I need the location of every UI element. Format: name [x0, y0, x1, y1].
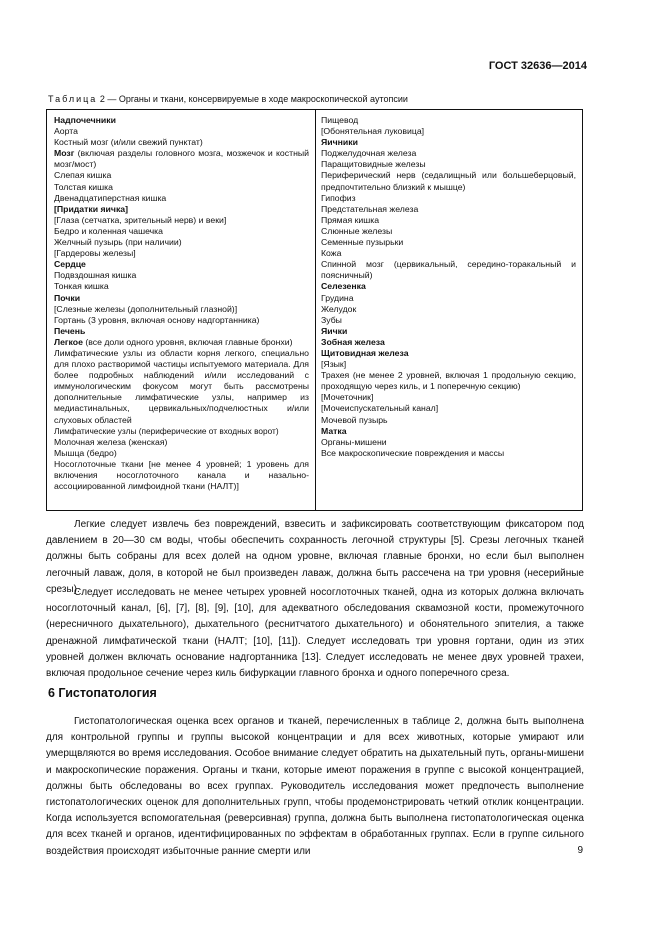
table-right-item: Кожа [321, 248, 342, 259]
table-left-item: Носоглоточные ткани [не менее 4 уровней; 1 уровень для включения носоглоточного канала и назально-ассоциированной лимфоидной ткани (НАЛТ)] [54, 458, 312, 492]
paragraph-histopathology: Гистопатологическая оценка всех органов и тканей, перечисленных в таблице 2, должна быть выполнена для контрольной группы и группы высокой концентрации и для всех животных, которые умирают или умерщвляются во время исследования. Особое внимание следует обратить на дыхательный путь, органы-мишени и макроскопические поражения. Органы и ткани, которые имеют поражения в группе с высокой концентрацией, должны быть обследованы во всех группах. Руководитель исследования может предпочесть выполнение гистопатологических оценок для дополнительных групп, чтобы продемонстрировать четкий отклик концентрации. Когда используется вспомогательная (реверсивная) группа, должна быть выполнена гистопатологическая оценка для всех тканей и органов, идентифицированных по эффектам в обработанных группах. Если в группе сильного воздействия происходят избыточные ранние смерти или [46, 716, 584, 857]
table-left-item: Молочная железа (женская) [54, 436, 168, 447]
table-right-item: Гипофиз [321, 192, 356, 203]
table-left-item: Мышца (бедро) [54, 447, 117, 458]
table-right-item: [Мочеиспускательный канал] [321, 403, 439, 414]
table-left-item: Слепая кишка [54, 170, 112, 181]
table-right-item: Мочевой пузырь [321, 414, 388, 425]
table-left-item: [Придатки яичка] [54, 203, 129, 214]
table-right-item: [Обонятельная луковица] [321, 126, 425, 137]
table-left-item: Бедро и коленная чашечка [54, 225, 163, 236]
section-title: 6 Гистопатология [48, 686, 157, 700]
table-left-item: Сердце [54, 259, 86, 270]
table-left-item: Надпочечники [54, 115, 116, 125]
table-left-item: Подвздошная кишка [54, 270, 137, 281]
table-right-item: Слюнные железы [321, 225, 393, 236]
paragraph-lungs: Легкие следует извлечь без повреждений, взвесить и зафиксировать соответствующим фиксатором под давлением в 20—30 см воды, чтобы обеспечить сохранность легочной структуры [5]. Срезы легочных тканей должны быть собраны для всех долей на одном уровне, включая главные бронхи, но если был выполнен легочный лаваж, доля, в которой не был произведен лаваж, должна быть рассечена на три уровня (несерийные срезы). [46, 519, 584, 595]
table-right-item: Щитовидная железа [321, 347, 409, 358]
table-right-item: Все макроскопические повреждения и массы [321, 447, 505, 458]
table-right-item: Прямая кишка [321, 214, 380, 225]
table-left-item: Желчный пузырь (при наличии) [54, 237, 182, 248]
table-right-item: Селезенка [321, 281, 366, 292]
table-left-item: Лимфатические узлы (периферические от входных ворот) [54, 425, 279, 436]
table-left-item: Двенадцатиперстная кишка [54, 192, 167, 203]
table-left-item: Почки [54, 292, 81, 303]
table-left-item: Лимфатические узлы из области корня легкого, специально для плохо растворимой частицы испытуемого материала. Для более подробных наблюдений и/или исследований с иммунологическим фокусом могут быть рассмотрены дополнительные лимфатические узлы, например из медиастинальных, цервикальных/подчелюстных и/или слуховых областей [54, 347, 312, 425]
document-standard-number: ГОСТ 32636—2014 [488, 60, 587, 72]
table-right-item: Зобная железа [321, 336, 385, 347]
organs-table [46, 109, 583, 511]
table-right-item: Периферический нерв (седалищный или большеберцовый, предпочтительно близкий к мышце) [321, 170, 579, 192]
table-left-item: [Глаза (сетчатка, зрительный нерв) и веки] [54, 214, 227, 225]
paragraph-nasopharynx: Следует исследовать не менее четырех уровней носоглоточных тканей, одна из которых должна включать носоглоточный канал, [6], [7], [8], [9], [10], для адекватного обследования сквамозной кости, промежуточного (нересничного дыхательного), дыхательного (реснитчатого дыхательного) и обонятельного эпителия, а также дренажной лимфатической ткани (НАЛТ; [10], [11]). Следует исследовать три уровня гортани, один из этих уровней должен включать основание надгортанника [13]. Следует исследовать не менее двух уровней трахеи, включая продольное сечение через киль бифуркации главного бронха и одного поперечного среза. [46, 587, 584, 680]
table-right-item: [Мочеточник] [321, 392, 374, 403]
table-right-item: Трахея (не менее 2 уровней, включая 1 продольную секцию, проходящую через киль, и 1 поперечную секцию) [321, 370, 579, 392]
table-left-item: Печень [54, 325, 86, 336]
table-left-item: Гортань (3 уровня, включая основу надгортанника) [54, 314, 260, 325]
table-right-item: Желудок [321, 303, 357, 314]
table-right-item: [Язык] [321, 359, 347, 370]
table-left-item: [Слезные железы (дополнительный глазной)] [54, 303, 238, 314]
table-left-item: [Гардеровы железы] [54, 248, 136, 259]
table-right-item: Семенные пузырьки [321, 237, 404, 248]
table-right-item: Зубы [321, 314, 342, 325]
page-number: 9 [577, 845, 583, 856]
table-left-item: Аорта [54, 126, 78, 137]
table-right-item: Грудина [321, 292, 354, 303]
table-right-item: Яички [321, 325, 348, 336]
organs-table-left-column [47, 110, 316, 510]
table-right-item: Паращитовидные железы [321, 159, 426, 170]
table-right-item: Органы-мишени [321, 436, 387, 447]
table-right-item: Матка [321, 425, 347, 436]
table-left-item: Легкое (все доли одного уровня, включая главные бронхи) [54, 336, 293, 347]
organs-table-right-column [316, 110, 582, 510]
table-left-item: Тонкая кишка [54, 281, 109, 292]
table-caption [48, 94, 408, 104]
table-right-item: Яичники [321, 137, 358, 148]
table-left-item: Толстая кишка [54, 181, 113, 192]
table-right-item: Предстательная железа [321, 203, 419, 214]
table-left-item: Костный мозг (и/или свежий пунктат) [54, 137, 203, 148]
table-right-item: Поджелудочная железа [321, 148, 417, 159]
table-right-item: Спинной мозг (цервикальный, середино-торакальный и поясничный) [321, 259, 579, 281]
table-left-item: Мозг (включая разделы головного мозга, мозжечок и костный мозг/мост) [54, 148, 312, 170]
table-right-item: Пищевод [321, 115, 359, 125]
table-caption-text: 2 — Органы и ткани, консервируемые в ходе макроскопической аутопсии [99, 94, 408, 104]
table-caption-label: Таблица [48, 94, 98, 104]
